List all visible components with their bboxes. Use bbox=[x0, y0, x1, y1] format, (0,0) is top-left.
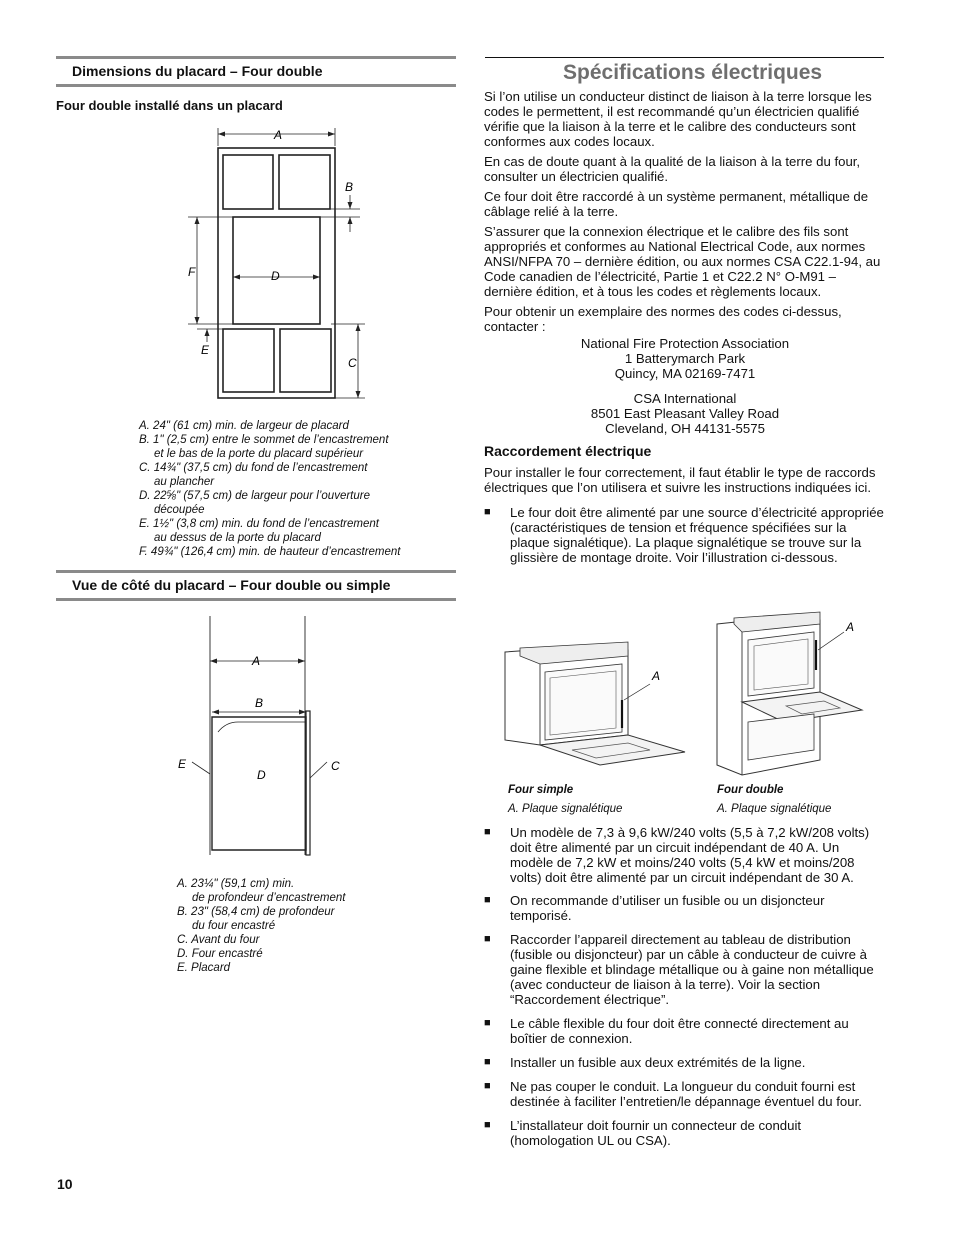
bullet-text: On recommande d’utiliser un fusible ou un disjoncteur temporisé. bbox=[510, 893, 825, 923]
subheading-raccordement: Raccordement électrique bbox=[484, 443, 652, 459]
label-d: D bbox=[257, 768, 266, 782]
legend-b: B. 1" (2,5 cm) entre le sommet de l’encastrement bbox=[139, 434, 389, 446]
bullet-item bbox=[484, 505, 886, 565]
bullet-marker: ■ bbox=[484, 1017, 491, 1029]
bullet-marker: ■ bbox=[484, 1056, 491, 1068]
address-line: 1 Batterymarch Park bbox=[624, 351, 746, 366]
section-heading-side-view bbox=[56, 570, 456, 601]
bullet-text: L’installateur doit fournir un connecteur de conduit (homologation UL ou CSA). bbox=[510, 1118, 802, 1148]
legend-e: E. Placard bbox=[177, 962, 231, 974]
label-b: B bbox=[345, 180, 354, 194]
paragraph: Pour obtenir un exemplaire des normes des codes ci-dessus, contacter : bbox=[484, 304, 842, 334]
legend-a-cont: de profondeur d’encastrement bbox=[192, 892, 346, 904]
legend-c: C. 14¾" (37,5 cm) du fond de l’encastrement bbox=[139, 462, 368, 474]
bullet-item bbox=[484, 893, 886, 923]
bullet-item bbox=[484, 1016, 886, 1046]
address-csa bbox=[484, 391, 886, 436]
legend-a: A. 23¼" (59,1 cm) min. bbox=[177, 878, 295, 890]
legend-d: D. 22⅝" (57,5 cm) de largeur pour l’ouverture bbox=[139, 490, 370, 502]
legend-e: E. 1½" (3,8 cm) min. du fond de l’encastrement bbox=[139, 518, 379, 530]
bullet-text: Ne pas couper le conduit. La longueur du conduit fourni est destinée à faciliter l’entretien/le dépannage éventuel du four. bbox=[510, 1079, 862, 1109]
paragraph: Pour installer le four correctement, il faut établir le type de raccords électriques que l’on utilisera et suivre les instructions indiquées ici. bbox=[484, 465, 876, 495]
address-line: Cleveland, OH 44131-5575 bbox=[605, 421, 765, 436]
legend-b-cont: du four encastré bbox=[192, 920, 276, 932]
paragraph: Ce four doit être raccordé à un système permanent, métallique de câblage relié à la terre. bbox=[484, 189, 869, 219]
legend-c-cont: au plancher bbox=[154, 476, 215, 488]
bullet-item bbox=[484, 1118, 886, 1148]
label-b: B bbox=[255, 696, 264, 710]
section-title: Dimensions du placard – Four double bbox=[72, 63, 323, 79]
bullet-text: Installer un fusible aux deux extrémités de la ligne. bbox=[510, 1055, 806, 1070]
address-line: National Fire Protection Association bbox=[580, 336, 790, 351]
paragraph: S’assurer que la connexion électrique et le calibre des fils sont appropriés et conformes au National Electrical Code, aux normes ANSI/NFPA 70 – dernière édition, ou aux normes CSA C22.1-94, au Code canadien de l’électricité, Partie 1 et C22.2 N° O-M91 – dernière édition, et à tous les codes et règlements locaux. bbox=[484, 224, 881, 299]
title-rule bbox=[485, 57, 884, 58]
label-a-double: A bbox=[846, 620, 855, 634]
label-c: C bbox=[348, 356, 357, 370]
bullet-item bbox=[484, 1079, 886, 1109]
bullet-marker: ■ bbox=[484, 1119, 491, 1131]
double-oven-illustration bbox=[712, 610, 872, 785]
cabinet-side-view-diagram bbox=[170, 612, 340, 862]
legend-e-cont: au dessus de la porte du placard bbox=[154, 532, 321, 544]
label-d: D bbox=[271, 269, 280, 283]
address-line: Quincy, MA 02169-7471 bbox=[614, 366, 756, 381]
caption-double-oven: Four double bbox=[717, 784, 784, 796]
page-title: Spécifications électriques bbox=[563, 61, 823, 84]
bullet-text: Le câble flexible du four doit être connecté directement au boîtier de connexion. bbox=[510, 1016, 849, 1046]
legend-f: F. 49¾" (126,4 cm) min. de hauteur d’encastrement bbox=[139, 546, 401, 558]
caption-single-oven: Four simple bbox=[508, 784, 574, 796]
bullet-marker: ■ bbox=[484, 894, 491, 906]
bullet-marker: ■ bbox=[484, 933, 491, 945]
bullet-text: Raccorder l’appareil directement au tableau de distribution (fusible ou disjoncteur) par un câble à conducteur de cuivre à gaine flexible et blindage métallique ou à gaine non métallique (avec conducteur de liaison à la terre). Voir la section “Raccordement électrique”. bbox=[510, 932, 874, 1007]
legend-a: A. 24" (61 cm) min. de largeur de placard bbox=[139, 420, 349, 432]
legend-d-cont: découpée bbox=[154, 504, 205, 516]
figure2-legend bbox=[177, 877, 345, 975]
legend-d: D. Four encastré bbox=[177, 948, 263, 960]
section-title: Vue de côté du placard – Four double ou simple bbox=[72, 577, 391, 593]
bullet-item bbox=[484, 1055, 886, 1070]
electrical-text-lower bbox=[484, 825, 886, 1156]
caption-double-item: A. Plaque signalétique bbox=[717, 803, 832, 815]
page-number: 10 bbox=[57, 1176, 73, 1192]
section-heading-cabinet-dimensions bbox=[56, 56, 456, 87]
label-f: F bbox=[188, 265, 196, 279]
label-e: E bbox=[178, 757, 187, 771]
label-a: A bbox=[274, 128, 283, 142]
legend-b: B. 23" (58,4 cm) de profondeur bbox=[177, 906, 335, 918]
label-e: E bbox=[201, 343, 210, 357]
electrical-text-upper bbox=[484, 89, 886, 573]
label-a: A bbox=[252, 654, 261, 668]
bullet-marker: ■ bbox=[484, 826, 491, 838]
bullet-text: Un modèle de 7,3 à 9,6 kW/240 volts (5,5 à 7,2 kW/208 volts) doit être alimenté par un circuit indépendant de 40 A. Un modèle de 7,2 kW et moins/240 volts (5,4 kW et moins/208 volts) doit être alimenté par un circuit indépendant de 30 A. bbox=[510, 825, 870, 885]
figure-subtitle: Four double installé dans un placard bbox=[56, 98, 283, 113]
bullet-marker: ■ bbox=[484, 506, 491, 518]
label-c: C bbox=[331, 759, 340, 773]
figure1-legend bbox=[139, 419, 400, 559]
double-oven-cabinet-diagram bbox=[180, 120, 380, 410]
paragraph: Si l’on utilise un conducteur distinct de liaison à la terre lorsque les codes le permettent, il est recommandé qu’un électricien qualifié vérifie que la liaison à la terre et le calibre des conducteurs sont conformes aux codes locaux. bbox=[484, 89, 872, 149]
address-line: 8501 East Pleasant Valley Road bbox=[590, 406, 780, 421]
bullet-text: Le four doit être alimenté par une source d’électricité appropriée (caractéristiques de tension et fréquence spécifiées sur la plaque signalétique). La plaque signalétique se trouve sur la glissière de montage droite. Voir l’illustration ci-dessous. bbox=[510, 505, 884, 565]
caption-single-item: A. Plaque signalétique bbox=[508, 803, 623, 815]
bullet-item bbox=[484, 825, 886, 885]
legend-c: C. Avant du four bbox=[177, 934, 260, 946]
bullet-marker: ■ bbox=[484, 1080, 491, 1092]
paragraph: En cas de doute quant à la qualité de la liaison à la terre du four, consulter un électricien qualifié. bbox=[484, 154, 861, 184]
legend-b-cont: et le bas de la porte du placard supérieur bbox=[154, 448, 364, 460]
single-oven-illustration bbox=[500, 640, 690, 785]
address-line: CSA International bbox=[633, 391, 737, 406]
label-a-single: A bbox=[652, 669, 661, 683]
bullet-item bbox=[484, 932, 886, 1007]
address-nfpa bbox=[484, 336, 886, 381]
